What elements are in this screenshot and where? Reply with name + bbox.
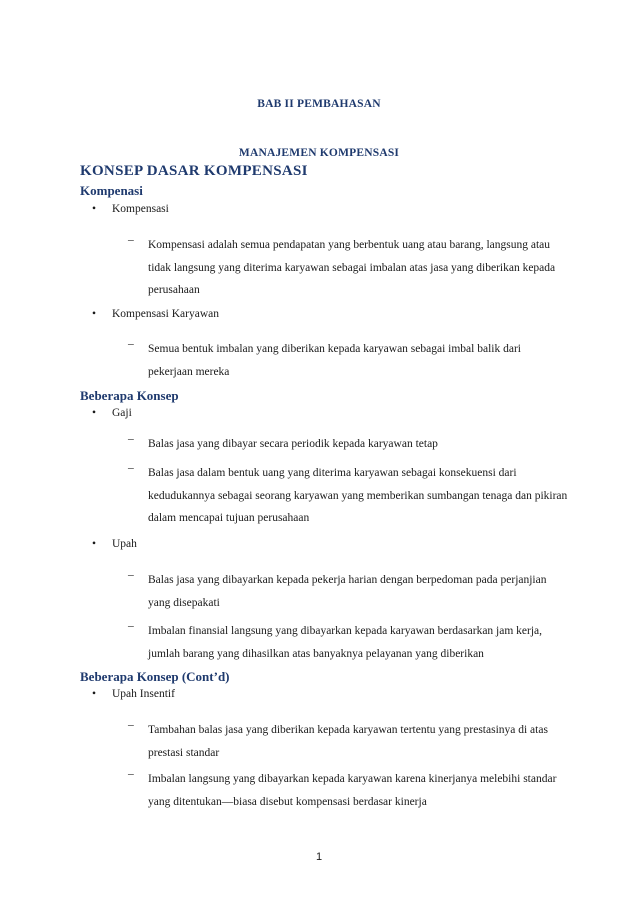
dash-icon: – <box>128 719 134 731</box>
dash-icon: – <box>128 234 134 246</box>
dash-icon: – <box>128 338 134 350</box>
item-text: Balas jasa yang dibayar secara periodik kepada karyawan tetap <box>148 438 438 450</box>
bullet-label: Kompensasi <box>112 203 169 215</box>
page-subtitle: MANAJEMEN KOMPENSASI <box>238 147 400 159</box>
dash-icon: – <box>128 569 134 581</box>
bullet-label: Upah <box>112 538 137 550</box>
bullet-gaji <box>92 407 132 419</box>
item-text: Balas jasa dalam bentuk uang yang diterima karyawan sebagai konsekuensi dari kedudukannya sebagai seorang karyawan yang memberikan sumbangan tenaga dan pikiran dalam mencapai tujuan perusahaan <box>148 467 568 524</box>
bullet-icon: • <box>92 538 97 550</box>
bullet-icon: • <box>92 308 97 320</box>
dash-icon: – <box>128 768 134 780</box>
bullet-label: Kompensasi Karyawan <box>112 308 219 320</box>
item-text: Balas jasa yang dibayarkan kepada pekerja harian dengan berpedoman pada perjanjian yang disepakati <box>148 574 547 609</box>
item-text: Kompensasi adalah semua pendapatan yang berbentuk uang atau barang, langsung atau tidak langsung yang diterima karyawan sebagai imbalan atas jasa yang diberikan kepada perusahaan <box>148 239 556 296</box>
section-heading-beberapa-konsep: Beberapa Konsep <box>80 388 179 403</box>
item-text: Tambahan balas jasa yang diberikan kepada karyawan tertentu yang prestasinya di atas prestasi standar <box>148 724 548 759</box>
bullet-kompensasi <box>92 203 169 215</box>
section-title: KONSEP DASAR KOMPENSASI <box>80 163 308 179</box>
item-text: Imbalan finansial langsung yang dibayarkan kepada karyawan berdasarkan jam kerja, jumlah barang yang dihasilkan atas banyaknya pelayanan yang diberikan <box>148 625 543 660</box>
chapter-title: BAB II PEMBAHASAN <box>257 98 381 110</box>
bullet-upah <box>92 538 137 550</box>
bullet-icon: • <box>92 407 97 419</box>
bullet-upah-insentif <box>92 688 175 700</box>
item-text: Imbalan langsung yang dibayarkan kepada karyawan karena kinerjanya melebihi standar yang ditentukan—biasa disebut kompensasi berdasar kinerja <box>148 773 557 808</box>
section-heading-kompenasi: Kompenasi <box>80 183 143 198</box>
page-number: 1 <box>315 851 323 863</box>
bullet-label: Upah Insentif <box>112 688 175 700</box>
dash-icon: – <box>128 462 134 474</box>
bullet-icon: • <box>92 688 97 700</box>
bullet-kompensasi-karyawan <box>92 308 219 320</box>
item-text: Semua bentuk imbalan yang diberikan kepada karyawan sebagai imbal balik dari pekerjaan mereka <box>148 343 521 378</box>
bullet-label: Gaji <box>112 407 132 419</box>
section-heading-beberapa-konsep-contd: Beberapa Konsep (Cont’d) <box>80 669 230 684</box>
dash-icon: – <box>128 433 134 445</box>
bullet-icon: • <box>92 203 97 215</box>
dash-icon: – <box>128 620 134 632</box>
